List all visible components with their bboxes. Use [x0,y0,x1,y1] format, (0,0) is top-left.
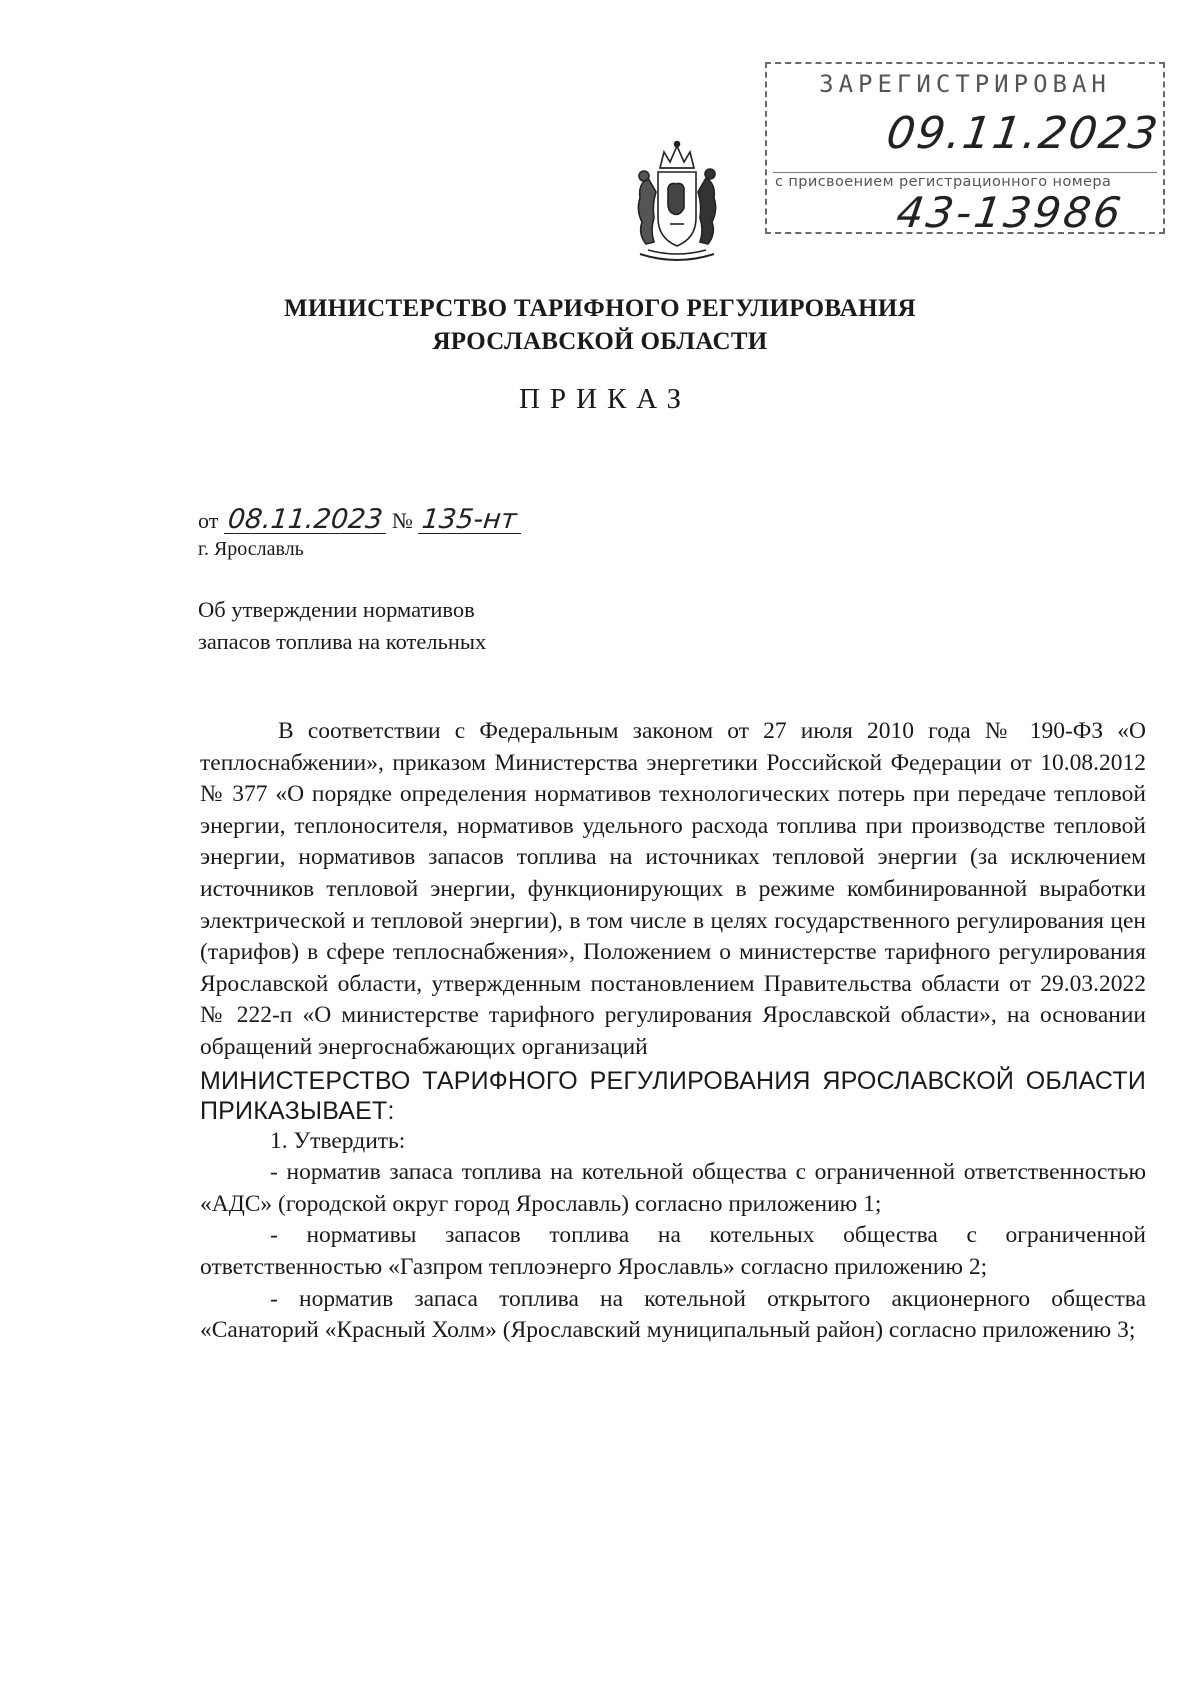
stamp-date: 09.11.2023 [883,108,1163,159]
stamp-divider [773,172,1157,173]
order-from-label: от [198,508,219,533]
order-subject [198,594,486,658]
order-number-label: № [391,508,413,533]
item-1-heading: 1. Утвердить: [270,1127,406,1154]
stamp-title: ЗАРЕГИСТРИРОВАН [819,70,1111,98]
ministry-heading [0,292,1200,358]
stamp-caption: с присвоением регистрационного номера [775,174,1112,190]
ministry-heading-line2: ЯРОСЛАВСКОЙ ОБЛАСТИ [432,328,768,355]
item-1-c: - норматив запаса топлива на котельной открытого акционерного общества «Санаторий «Красный Холм» (Ярославский муниципальный район) согласно приложению 3; [200,1285,1146,1344]
preamble-paragraph: В соответствии с Федеральным законом от 27 июля 2010 года № 190-ФЗ «О теплоснабжении», приказом Министерства энергетики Российской Федерации от 10.08.2012 № 377 «О порядке определения нормативов технологических потерь при передаче тепловой энергии, теплоносителя, нормативов удельного расхода топлива при производстве тепловой энергии, нормативов запасов топлива на источниках тепловой энергии (за исключением источников тепловой энергии, функционирующих в режиме комбинированной выработки электрической и тепловой энергии), в том числе в целях государственного регулирования цен (тарифов) в сфере теплоснабжения», Положением о министерстве тарифного регулирования Ярославской области, утвержденным постановлением Правительства области от 29.03.2022 № 222-п «О министерстве тарифного регулирования Ярославской области», на основании обращений энергоснабжающих организаций [200,718,1146,1060]
order-date: 08.11.2023 [226,504,385,535]
order-subject-line2: запасов топлива на котельных [198,629,487,654]
order-subject-line1: Об утверждении нормативов [198,597,475,622]
ministry-heading-line1: МИНИСТЕРСТВО ТАРИФНОГО РЕГУЛИРОВАНИЯ [283,295,916,322]
item-1-b: - нормативы запасов топлива на котельных общества с ограниченной ответственностью «Газпром теплоэнерго Ярославль» согласно приложению 2; [200,1222,1146,1280]
order-date-number [198,504,521,535]
ministry-orders-statement: МИНИСТЕРСТВО ТАРИФНОГО РЕГУЛИРОВАНИЯ ЯРОСЛАВСКОЙ ОБЛАСТИ ПРИКАЗЫВАЕТ: [200,1066,1146,1125]
item-1-a: - норматив запаса топлива на котельной общества с ограниченной ответственностью «АДС» (городской округ город Ярославль) согласно приложению 1; [200,1159,1146,1217]
order-body [200,716,1146,1347]
order-city: г. Ярославль [198,538,304,560]
registration-stamp [765,62,1165,237]
stamp-registration-number: 43-13986 [893,188,1127,237]
order-number: 135-нт [420,504,519,535]
document-type-title: ПРИКАЗ [518,383,692,415]
coat-of-arms-icon [618,138,736,268]
